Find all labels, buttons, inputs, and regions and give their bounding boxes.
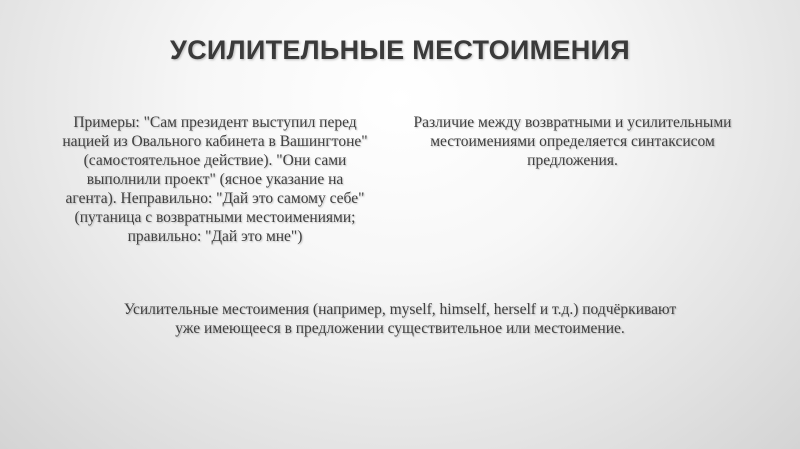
slide-title: УСИЛИТЕЛЬНЫЕ МЕСТОИМЕНИЯ [170, 35, 630, 65]
definition-text-block: Усилительные местоимения (например, myself, himself, herself и т.д.) подчёркивают уже имеющееся в предложении существительное или местоимение. [123, 301, 677, 337]
distinction-text-block: Различие между возвратными и усилительными местоимениями определяется синтаксисом предложения. [413, 114, 732, 169]
examples-text-block: Примеры: "Сам президент выступил перед нацией из Овального кабинета в Вашингтоне" (самостоятельное действие). "Они сами выполнили проект" (ясное указание на агента). Неправильно: "Дай это самому себе" (путаница с возвратными местоимениями; правильно: "Дай это мне") [62, 114, 368, 245]
